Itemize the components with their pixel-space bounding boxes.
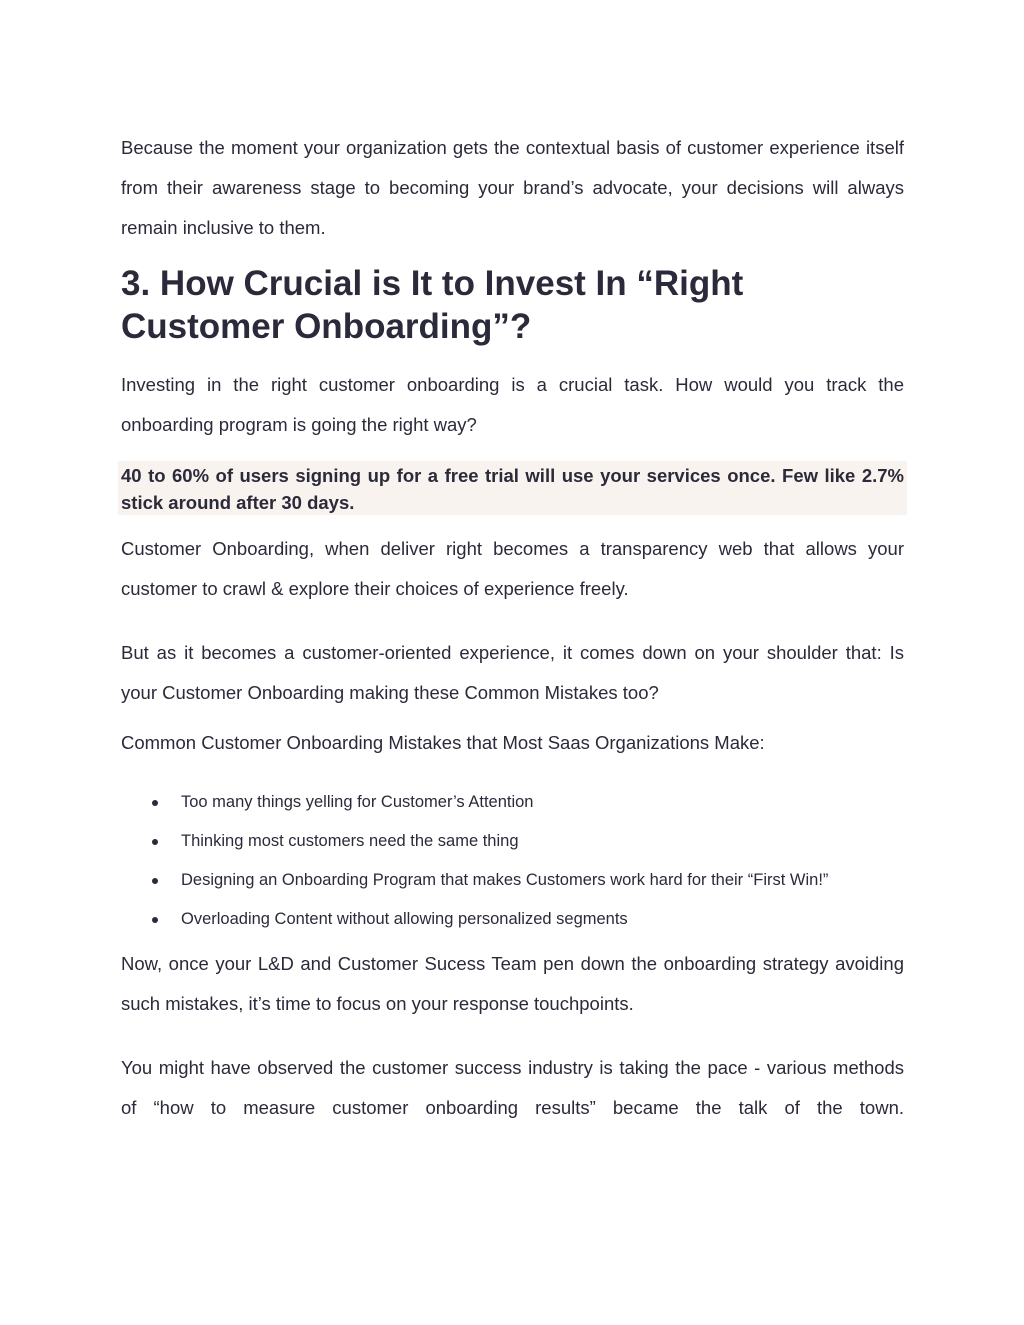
- list-item-text: Overloading Content without allowing personalized segments: [181, 910, 628, 928]
- paragraph-mistakes-intro: Common Customer Onboarding Mistakes that Most Saas Organizations Make:: [121, 732, 765, 753]
- paragraph-intro: Because the moment your organization gets the contextual basis of customer experience itself from their awareness stage to becoming your brand’s advocate, your decisions will always remain inclusive to them.: [121, 137, 904, 238]
- paragraph-touchpoints: Now, once your L&D and Customer Sucess Team pen down the onboarding strategy avoiding such mistakes, it’s time to focus on your response touchpoints.: [121, 953, 904, 1014]
- bullet-icon: [152, 839, 158, 845]
- list-item-text: Thinking most customers need the same thing: [181, 832, 519, 850]
- mistakes-list: [121, 783, 904, 939]
- paragraph-shoulder: But as it becomes a customer-oriented experience, it comes down on your shoulder that: Is your Customer Onboarding making these Common Mistakes too?: [121, 642, 904, 703]
- paragraph-transparency: Customer Onboarding, when deliver right becomes a transparency web that allows your customer to crawl & explore their choices of experience freely.: [121, 538, 904, 599]
- bullet-icon: [152, 800, 158, 806]
- section-heading: 3. How Crucial is It to Invest In “Right Customer Onboarding”?: [121, 264, 744, 346]
- callout-text: 40 to 60% of users signing up for a free trial will use your services once. Few like 2.7% stick around after 30 days.: [121, 465, 904, 513]
- bullet-icon: [152, 917, 158, 923]
- list-item: [121, 822, 904, 861]
- bullet-icon: [152, 878, 158, 884]
- paragraph-investing: Investing in the right customer onboarding is a crucial task. How would you track the onboarding program is going the right way?: [121, 374, 904, 435]
- list-item-text: Designing an Onboarding Program that makes Customers work hard for their “First Win!”: [181, 871, 829, 889]
- list-item: [121, 900, 904, 939]
- list-item: [121, 861, 904, 900]
- paragraph-industry: You might have observed the customer success industry is taking the pace - various methods of “how to measure customer onboarding results” became the talk of the town.: [121, 1057, 904, 1118]
- list-item-text: Too many things yelling for Customer’s Attention: [181, 793, 534, 811]
- list-item: [121, 783, 904, 822]
